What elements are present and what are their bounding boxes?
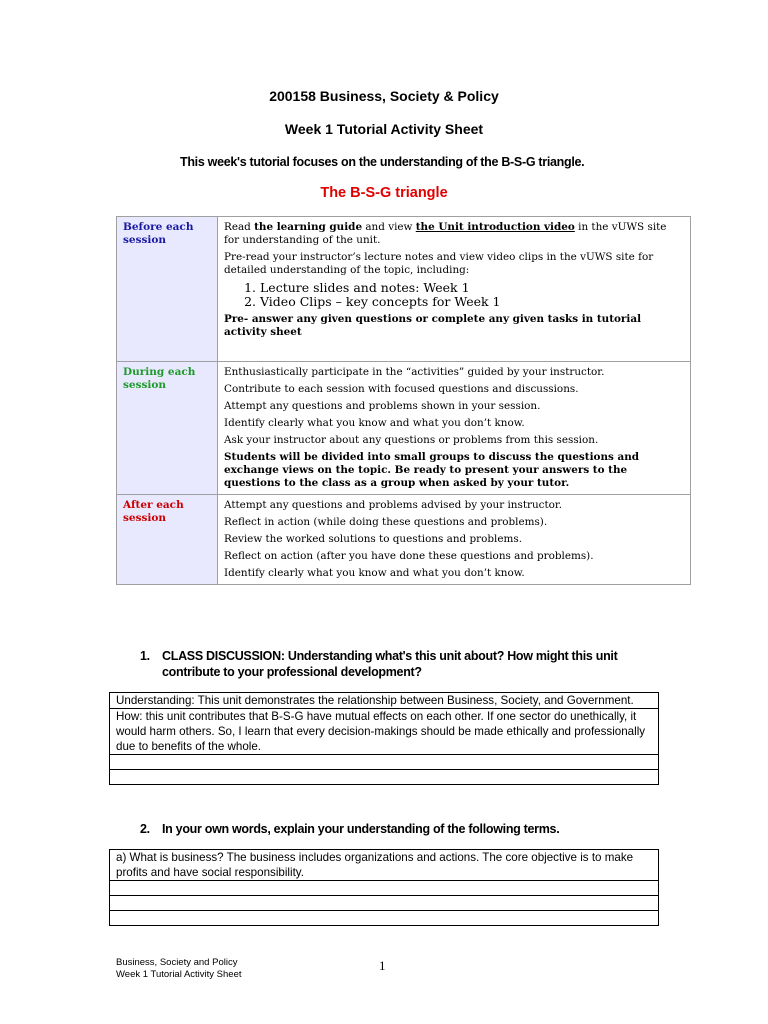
answer-text[interactable]: How: this unit contributes that B-S-G have mutual effects on each other. If one sector do unethically, it would harm others. So, I learn that every decision-makings should be made ethically and professionally due to benefits of the whole. <box>110 709 659 755</box>
footer-sheet: Week 1 Tutorial Activity Sheet <box>116 969 242 980</box>
list-item: 1. Lecture slides and notes: Week 1 <box>260 281 684 295</box>
session-row-before <box>117 217 691 362</box>
answer-text[interactable]: Understanding: This unit demonstrates the relationship between Business, Society, and Government. <box>110 693 659 709</box>
answer-row-empty <box>110 770 659 785</box>
preread-instruction: Pre-read your instructor’s lecture notes and view video clips in the vUWS site for detailed understanding of the topic, including: <box>224 251 654 276</box>
answer-blank[interactable] <box>110 881 659 896</box>
question-text: In your own words, explain your understanding of the following terms. <box>162 822 560 836</box>
answer-blank[interactable] <box>110 911 659 926</box>
answer-blank[interactable] <box>110 896 659 911</box>
answer-row <box>110 850 659 881</box>
session-table <box>116 216 691 585</box>
preanswer-note: Pre- answer any given questions or complete any given tasks in tutorial activity sheet <box>224 313 642 338</box>
intro-text: This week's tutorial focuses on the understanding of the B-S-G triangle. <box>180 155 585 169</box>
read-text-mid: and view <box>362 221 416 233</box>
document-title: 200158 Business, Society & Policy <box>269 88 499 104</box>
session-row-during <box>117 362 691 495</box>
read-text-post: in the vUWS site for understanding of the unit. <box>224 221 667 246</box>
materials-list <box>224 281 684 309</box>
session-label-before: Before each session <box>117 217 218 362</box>
question-number: 2. <box>140 822 150 836</box>
answer-text[interactable]: a) What is business? The business includes organizations and actions. The core objective is to make profits and have social responsibility. <box>110 850 659 881</box>
after-line: Attempt any questions and problems advised by your instructor. <box>224 499 563 511</box>
answer-table-1 <box>109 692 659 785</box>
session-row-after <box>117 495 691 585</box>
footer-course: Business, Society and Policy <box>116 957 238 968</box>
question-2 <box>140 821 660 837</box>
during-line: Identify clearly what you know and what you don’t know. <box>224 417 525 429</box>
session-content-before <box>218 217 691 362</box>
after-line: Reflect on action (after you have done these questions and problems). <box>224 550 594 562</box>
answer-blank[interactable] <box>110 755 659 770</box>
session-content-during <box>218 362 691 495</box>
during-line: Enthusiastically participate in the “activities” guided by your instructor. <box>224 366 605 378</box>
read-instruction <box>224 221 684 247</box>
session-content-after <box>218 495 691 585</box>
footer <box>116 957 242 981</box>
page-number: 1 <box>379 958 386 973</box>
question-text: CLASS DISCUSSION: Understanding what's this unit about? How might this unit contribute to your professional development? <box>162 649 618 679</box>
session-label-after: After each session <box>117 495 218 585</box>
answer-row-empty <box>110 896 659 911</box>
answer-blank[interactable] <box>110 770 659 785</box>
answer-row-empty <box>110 881 659 896</box>
answer-row-empty <box>110 755 659 770</box>
during-line: Attempt any questions and problems shown in your session. <box>224 400 541 412</box>
after-line: Identify clearly what you know and what you don’t know. <box>224 567 525 579</box>
unit-intro-video-link[interactable]: the Unit introduction video <box>415 221 575 233</box>
section-heading: The B-S-G triangle <box>320 185 448 201</box>
answer-row <box>110 693 659 709</box>
question-number: 1. <box>140 649 150 663</box>
list-item: 2. Video Clips – key concepts for Week 1 <box>260 295 684 309</box>
read-text: Read <box>224 221 255 233</box>
answer-row-empty <box>110 911 659 926</box>
during-line: Contribute to each session with focused questions and discussions. <box>224 383 579 395</box>
learning-guide-text: the learning guide <box>254 221 363 233</box>
after-line: Review the worked solutions to questions and problems. <box>224 533 523 545</box>
session-label-during: During each session <box>117 362 218 495</box>
during-line: Ask your instructor about any questions or problems from this session. <box>224 434 599 446</box>
after-line: Reflect in action (while doing these questions and problems). <box>224 516 548 528</box>
group-note: Students will be divided into small groups to discuss the questions and exchange views on the topic. Be ready to present your answers to the questions to the class as a group when asked by your tutor. <box>224 451 640 489</box>
answer-row <box>110 709 659 755</box>
document-subtitle: Week 1 Tutorial Activity Sheet <box>284 121 484 137</box>
answer-table-2 <box>109 849 659 926</box>
question-1 <box>140 648 660 680</box>
